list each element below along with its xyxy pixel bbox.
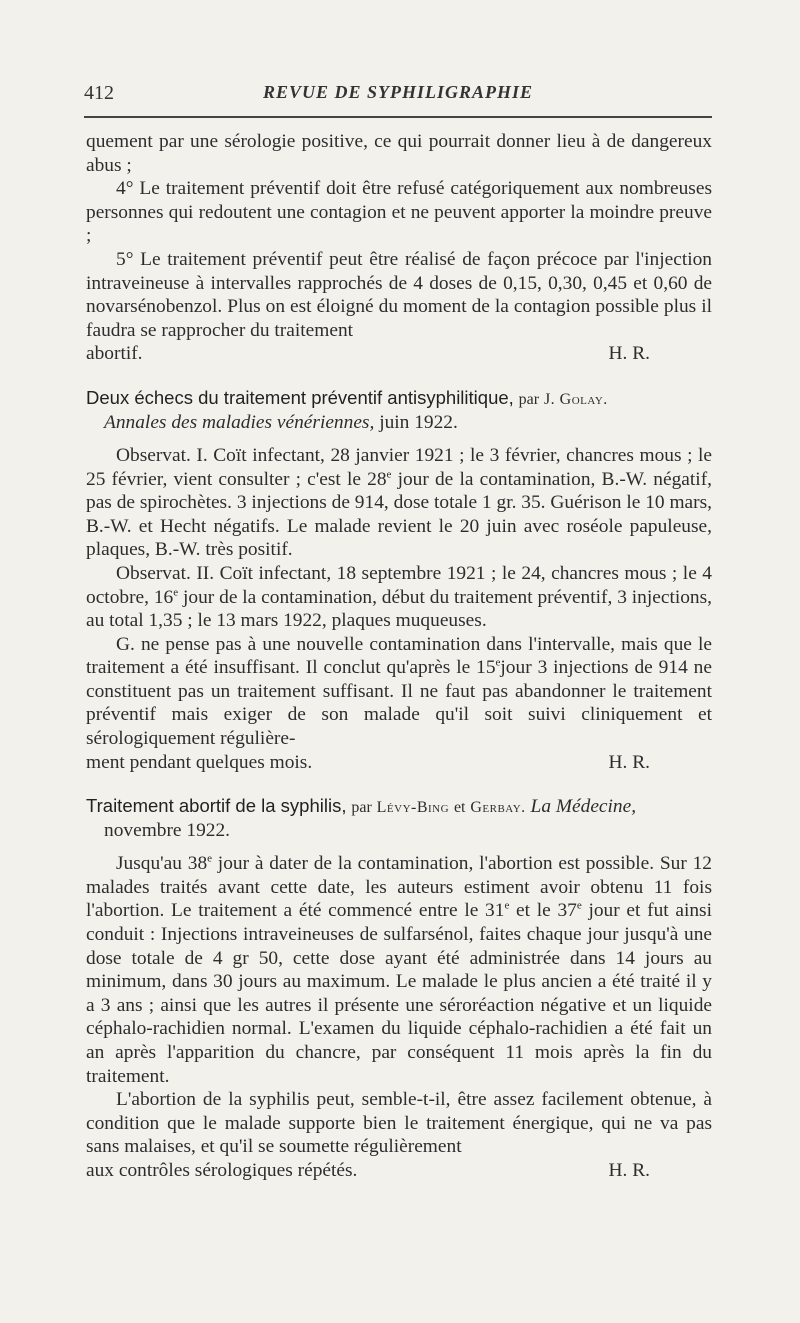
article-1-heading: [86, 386, 712, 434]
article-2-author-2: Gerbay.: [470, 799, 526, 817]
article-2-and: et: [453, 799, 466, 817]
continuation-paragraph: quement par une sérologie positive, ce qui pourrait donner lieu à de dangereux abus ;: [86, 131, 712, 176]
text-run: Observat. I. Coït infectant, 28 janvier 1921 ; le 3 février, chancres mous ; le 25 février, vient consulter ; c'est le 28: [86, 444, 712, 490]
article-1-observation-1: [86, 444, 712, 562]
article-2-heading: [86, 794, 712, 842]
article-1-title: Deux échecs du traitement préventif antisyphilitique,: [86, 386, 514, 408]
article-1-conclusion: [86, 633, 712, 751]
superscript: e: [207, 852, 213, 865]
article-2-paragraph-1: [86, 852, 712, 1088]
page-header: [84, 82, 712, 108]
article-1-observation-2: [86, 562, 712, 633]
article-1-source: [86, 411, 712, 434]
superscript: e: [495, 656, 501, 669]
text-run: jour et fut ainsi conduit : Injections intraveineuses de sulfarsénol, faites chaque jour jusqu'à une dose totale de 4 gr 50, cette dose ayant été administrée dans 14 jours au minimum, dans 30 jours au maximum. Le malade le plus ancien a été traité il y a 3 ans ; ainsi que les autres il présente une séroréaction négative et un liquide céphalo-rachidien normal. L'examen du liquide céphalo-rachidien a été fait un an après l'apparition du chancre, par conséquent 11 mois après la fin du traitement.: [86, 900, 712, 1087]
running-title: REVUE DE SYPHILIGRAPHIE: [262, 82, 534, 102]
text-run: et le 37: [509, 900, 577, 922]
article-1-author: J. Golay.: [543, 390, 608, 408]
article-2-title: Traitement abortif de la syphilis,: [86, 795, 347, 817]
spacer: [86, 434, 712, 444]
text-run: Observat. II. Coït infectant, 18 septembre 1921 ; le 24, chancres mous ; le 4 octobre, 16: [86, 562, 712, 608]
text-run: jour de la contamination, début du traitement préventif, 3 injections, au total 1,35 ; le 13 mars 1922, plaques muqueuses.: [86, 586, 712, 632]
signature: H. R.: [608, 751, 650, 773]
text-run: G. ne pense pas à une nouvelle contamination dans l'intervalle, mais que le traitement a été insuffisant. Il conclut qu'après le 15: [86, 633, 712, 679]
article-2-journal: La Médecine,: [530, 796, 637, 818]
article-2-source: [86, 819, 712, 842]
article-1-closing-line: [86, 751, 712, 775]
article-2-paragraph-2: L'abortion de la syphilis peut, semble-t-il, être assez facilement obtenue, à condition que le malade supporte bien le traitement énergique, qui ne va pas sans malaises, et qu'il se soumette régulièrement: [86, 1089, 712, 1158]
article-2-author-1: Lévy-Bing: [376, 799, 450, 817]
article-1-last-line: ment pendant quelques mois.: [86, 751, 313, 773]
continuation-point-4: 4° Le traitement préventif doit être refusé catégoriquement aux nombreuses personnes qui redoutent une contagion et ne peuvent apporter la moindre preuve ;: [86, 178, 712, 247]
superscript: e: [173, 586, 179, 599]
header-rule: [84, 116, 712, 118]
article-1-journal: Annales des maladies vénériennes,: [104, 411, 375, 433]
article-1-date: juin 1922.: [379, 411, 458, 433]
text-run: Jusqu'au 38: [116, 853, 208, 875]
text-run: jour à dater de la contamination, l'abortion est possible. Sur 12 malades traités avant cette date, les auteurs estiment avoir obtenu 11 fois l'abortion. Le traitement a été commencé entre le 31: [86, 853, 712, 922]
article-2-last-line: aux contrôles sérologiques répétés.: [86, 1159, 358, 1181]
article-2-by: par: [351, 799, 372, 817]
text-run: jour de la contamination, B.-W. négatif, pas de spirochètes. 3 injections de 914, dose totale 1 gr. 35. Guérison le 10 mars, B.-W. et Hecht négatifs. Le malade revient le 20 juin avec roséole papuleuse, plaques, B.-W. très positif.: [86, 468, 712, 561]
page-body: [86, 130, 712, 1183]
page-number: 412: [84, 82, 114, 104]
continuation-point-5: 5° Le traitement préventif peut être réalisé de façon précoce par l'injection intraveineuse à intervalles rapprochés de 4 doses de 0,15, 0,30, 0,45 et 0,60 de novarsénobenzol. Plus on est éloigné du moment de la contagion possible plus il faudra se rapprocher du traitement: [86, 248, 712, 341]
continuation-last-word: abortif.: [86, 343, 143, 365]
article-2-date: novembre 1922.: [104, 820, 231, 842]
signature: H. R.: [608, 343, 650, 365]
superscript: e: [576, 899, 582, 912]
article-1-by: par: [518, 390, 540, 408]
signature: H. R.: [608, 1159, 650, 1181]
superscript: e: [386, 468, 392, 481]
text-run: jour 3 injections de 914 ne constituent pas un traitement suffisant. Il ne faut pas abandonner le traitement préventif mais exiger de son malade qu'il soit suivi cliniquement et sérologiquement régulière-: [86, 657, 712, 750]
article-2-closing-line: [86, 1159, 712, 1183]
continuation-closing-line: [86, 342, 712, 366]
spacer: [86, 842, 712, 852]
superscript: e: [504, 899, 510, 912]
